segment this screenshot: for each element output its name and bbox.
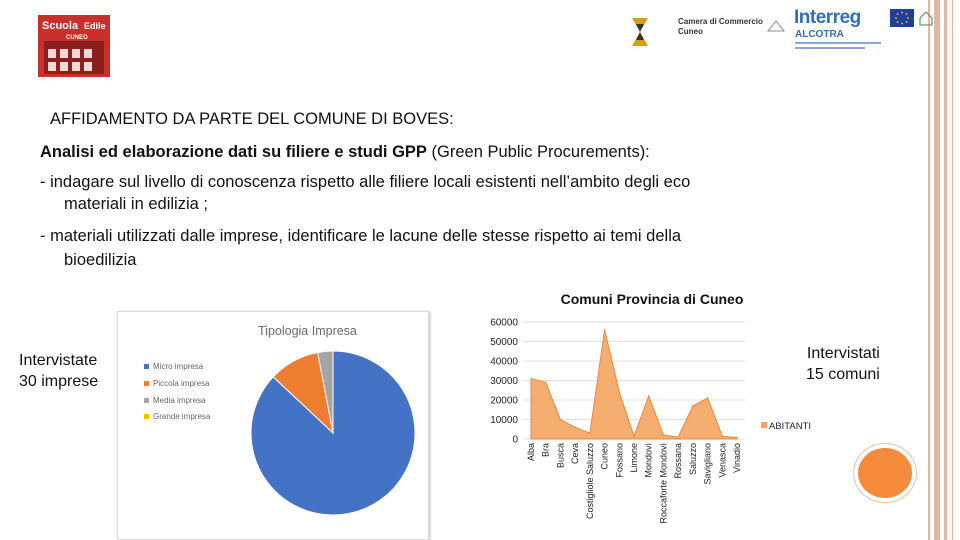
scuola-edile-logo xyxy=(38,15,110,77)
interreg-logo xyxy=(788,6,948,52)
data-point xyxy=(589,432,591,434)
bullet-1-line-2: materiali in edilizia ; xyxy=(64,195,208,213)
data-point xyxy=(648,395,650,397)
camera-line2: Cuneo xyxy=(678,27,703,36)
area-chart-title: Comuni Provincia di Cuneo xyxy=(560,291,744,307)
legend-label-media: Media impresa xyxy=(153,396,206,405)
svg-text:CUNEO: CUNEO xyxy=(66,35,88,41)
legend-media xyxy=(144,396,205,405)
legend-label-grande: Grande impresa xyxy=(153,412,211,421)
data-point xyxy=(633,435,635,437)
municipalities-label-line2: 15 comuni xyxy=(806,366,880,383)
data-point xyxy=(604,329,606,331)
legend-swatch-abitanti xyxy=(761,422,767,428)
data-point xyxy=(560,419,562,421)
x-tick-label: Vinadio xyxy=(732,443,742,473)
data-point xyxy=(619,391,621,393)
bullet-2-line-1: - materiali utilizzati dalle imprese, identificare le lacune delle stesse rispetto ai temi della xyxy=(40,227,682,245)
x-tick-label: Savigliano xyxy=(702,443,713,485)
y-tick-label: 50000 xyxy=(490,337,518,348)
y-tick-label: 0 xyxy=(512,434,518,446)
x-tick-label: Venasca xyxy=(717,443,728,478)
x-tick-label: Busca xyxy=(555,443,566,469)
legend-piccola xyxy=(144,379,209,388)
svg-text:Scuola: Scuola xyxy=(42,20,79,32)
data-point xyxy=(677,436,679,438)
x-tick-label: Bra xyxy=(540,443,551,458)
data-point xyxy=(545,382,547,384)
legend-swatch-grande xyxy=(144,414,149,419)
data-point xyxy=(722,436,724,438)
x-tick-label: Saluzzo xyxy=(687,443,698,476)
interviewed-municipalities-label xyxy=(806,343,880,385)
svg-text:Edile: Edile xyxy=(84,21,106,31)
legend-label-micro: Micro impresa xyxy=(153,362,204,371)
x-tick-label: Roccaforte Mondovì xyxy=(658,443,669,524)
analysis-line xyxy=(40,142,650,162)
companies-label-line1: Intervistate xyxy=(19,352,98,369)
eu-flag-icon xyxy=(890,9,914,27)
y-tick-label: 30000 xyxy=(490,376,518,387)
orange-circle-decoration xyxy=(853,443,917,503)
data-point xyxy=(736,437,738,439)
x-tick-label: Rossana xyxy=(673,443,684,479)
pie-chart-title: Tipologia Impresa xyxy=(258,324,357,338)
area-series-abitanti xyxy=(531,330,737,439)
x-tick-label: Alba xyxy=(526,443,536,462)
interreg-program: ALCOTRA xyxy=(795,29,844,40)
x-tick-label: Fossano xyxy=(614,443,625,478)
y-tick-label: 10000 xyxy=(490,415,518,426)
x-tick-label: Costigliole Saluzzo xyxy=(584,443,595,520)
y-tick-label: 40000 xyxy=(490,356,518,368)
x-tick-label: Cuneo xyxy=(599,443,610,470)
x-tick-label: Ceva xyxy=(570,443,581,465)
legend-grande xyxy=(144,412,210,421)
legend-swatch-micro xyxy=(144,364,149,369)
page-heading: AFFIDAMENTO DA PARTE DEL COMUNE DI BOVES: xyxy=(50,110,454,128)
decorative-side-band xyxy=(922,0,960,540)
municipalities-label-line1: Intervistati xyxy=(806,345,880,362)
y-tick-label: 60000 xyxy=(490,317,518,329)
camera-commercio-logo xyxy=(626,14,786,52)
legend-micro xyxy=(144,362,203,371)
interreg-name: Interreg xyxy=(794,7,861,28)
y-tick-label: 20000 xyxy=(490,395,518,407)
data-point xyxy=(530,378,532,380)
bullet-1-line-1: - indagare sul livello di conoscenza rispetto alle filiere locali esistenti nell’ambito degli eco xyxy=(40,173,691,191)
legend-swatch-media xyxy=(144,398,149,403)
legend-label-abitanti: ABITANTI xyxy=(769,421,812,432)
analysis-bold: Analisi ed elaborazione dati su filiere e studi GPP xyxy=(40,143,427,161)
data-point xyxy=(663,434,665,436)
camera-line1: Camera di Commercio xyxy=(678,17,763,26)
pie-chart-card xyxy=(117,311,429,540)
data-point xyxy=(692,405,694,407)
legend-label-piccola: Piccola impresa xyxy=(153,379,210,388)
analysis-rest: (Green Public Procurements): xyxy=(426,143,650,161)
orange-circle-fill xyxy=(858,448,912,498)
house-icon xyxy=(918,9,934,27)
interreg-subtitle-graphic xyxy=(795,41,885,51)
pie-chart xyxy=(248,348,418,518)
bullet-2-line-2: bioedilizia xyxy=(64,251,137,269)
companies-label-line2: 30 imprese xyxy=(19,373,99,390)
data-point xyxy=(707,397,709,399)
data-point xyxy=(574,427,576,429)
x-tick-label: Limone xyxy=(629,443,639,473)
legend-swatch-piccola xyxy=(144,381,149,386)
interviewed-companies-label xyxy=(19,350,98,392)
x-tick-label: Mondovì xyxy=(643,443,654,478)
